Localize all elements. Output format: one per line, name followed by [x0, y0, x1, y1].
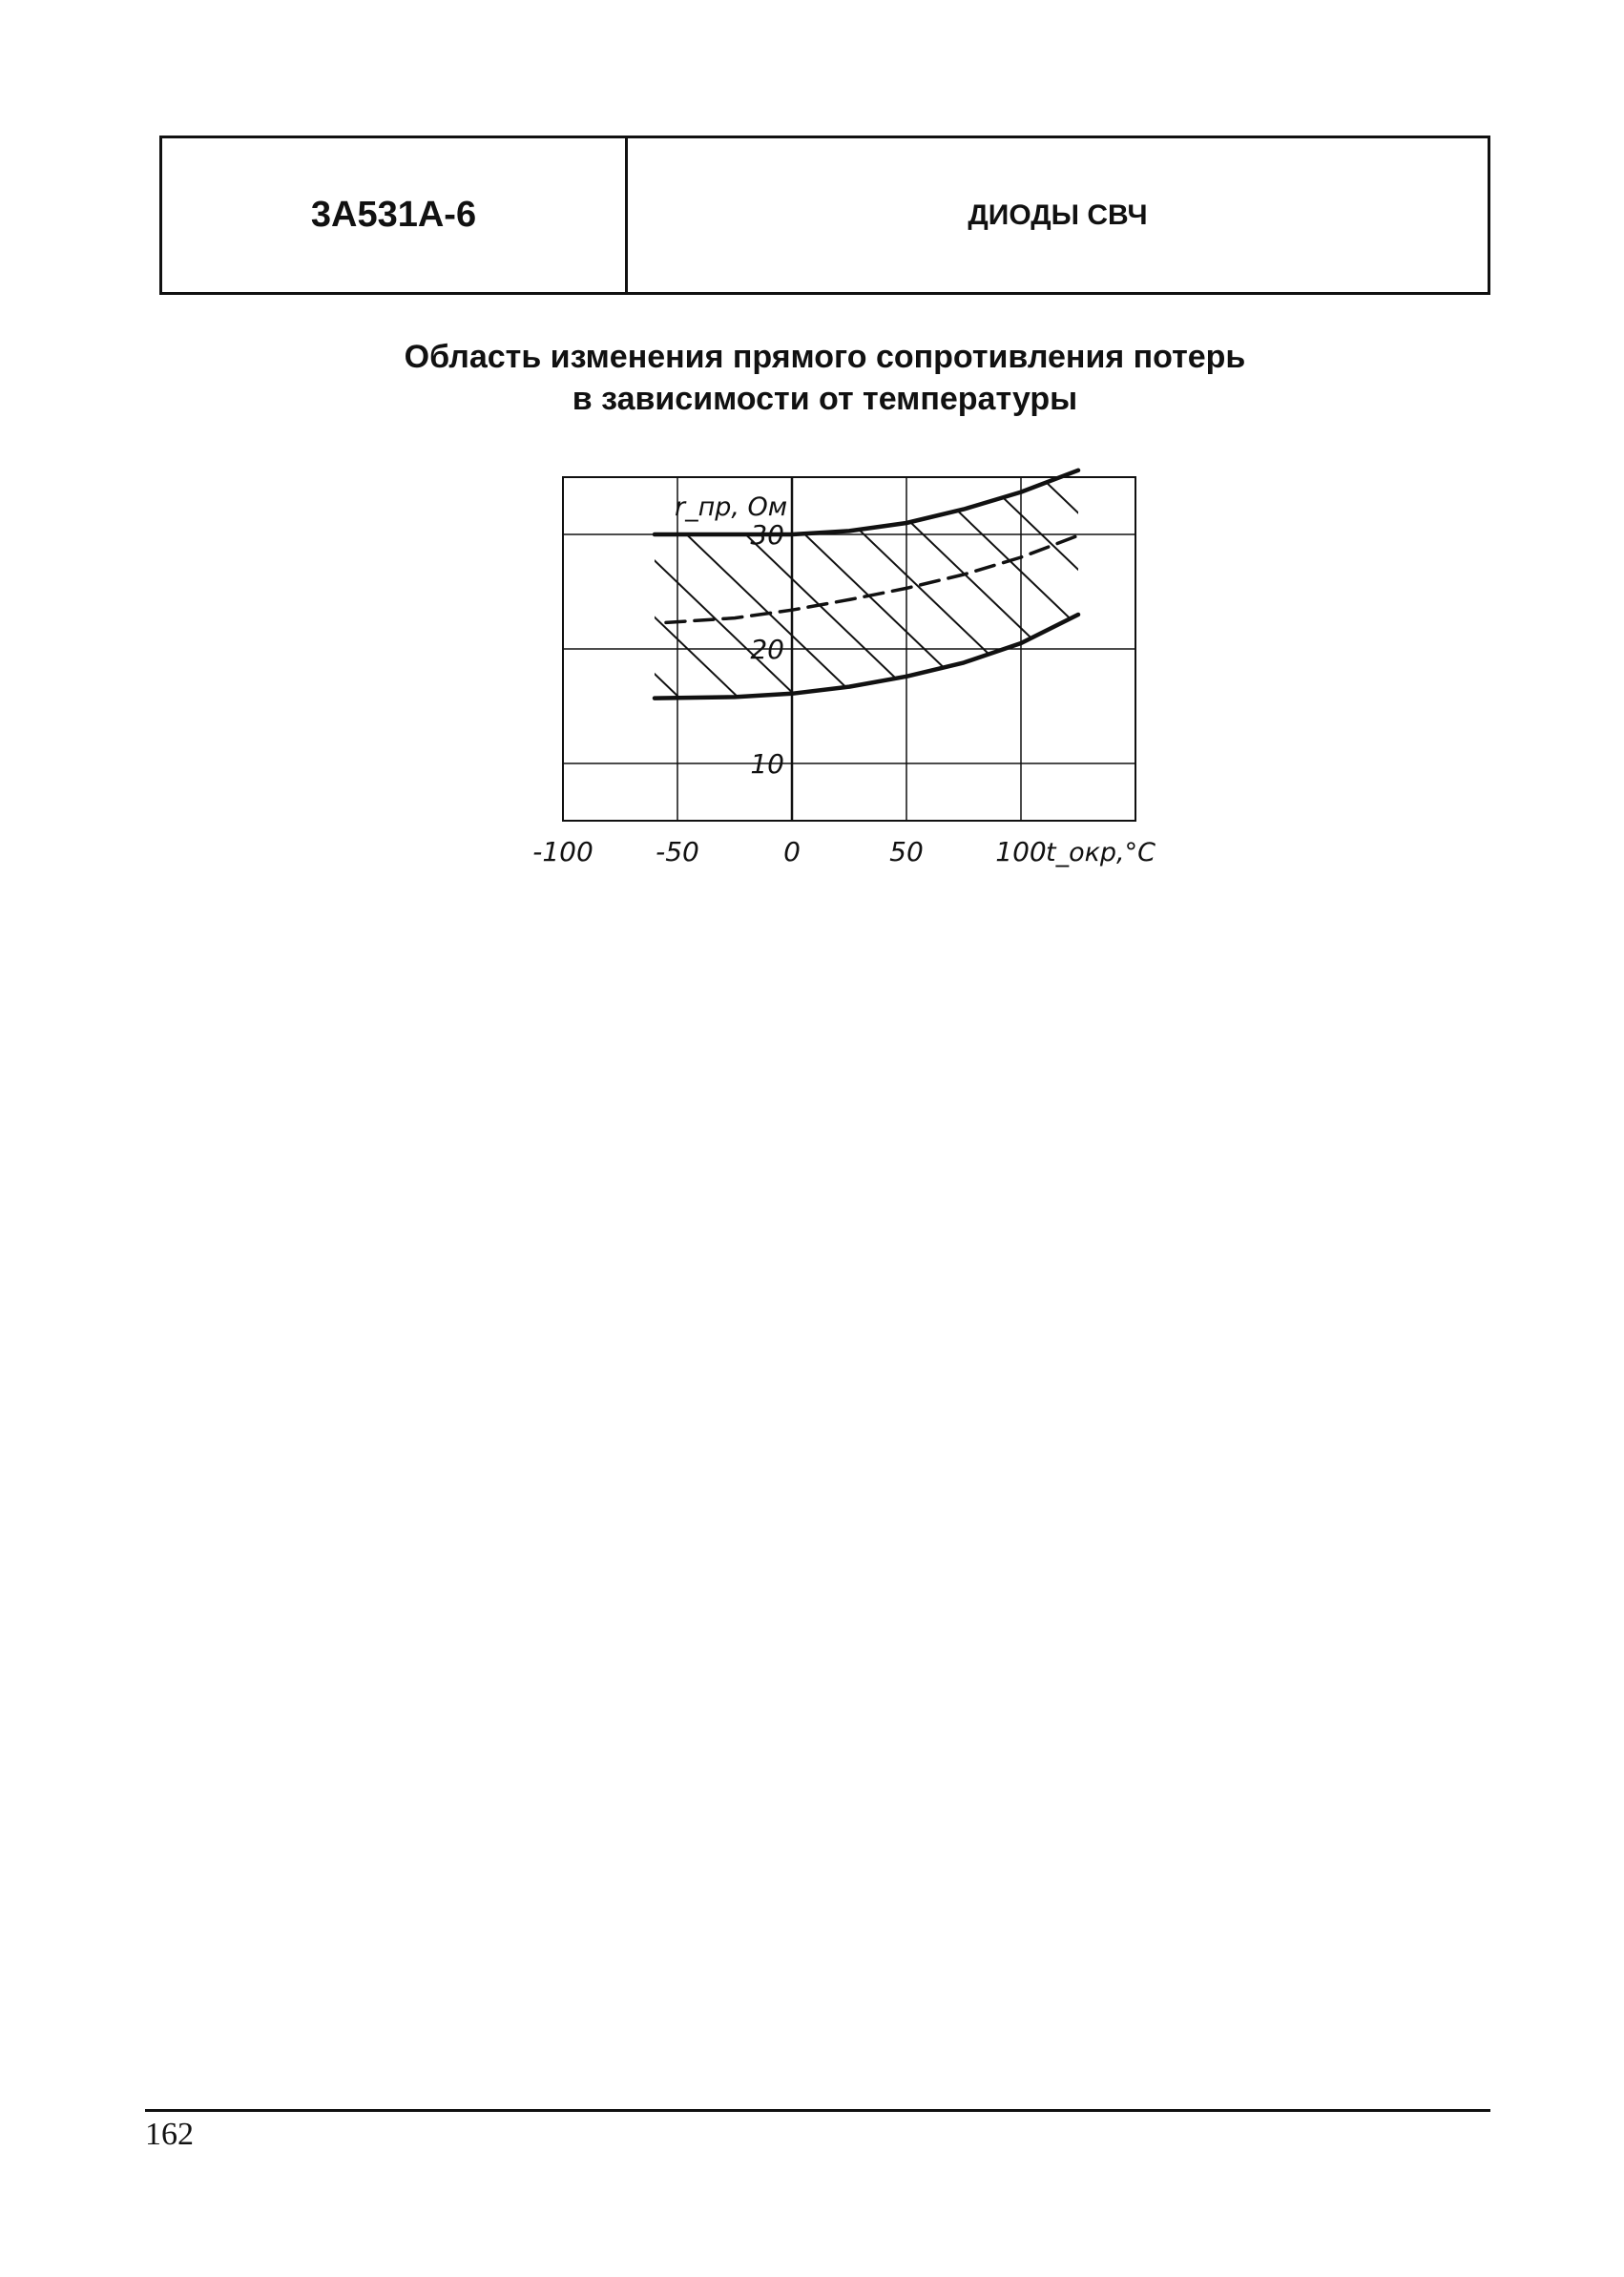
category-title: ДИОДЫ СВЧ	[968, 198, 1148, 231]
hatch-line	[784, 458, 1183, 878]
y-axis-label: r_пр, Ом	[675, 492, 788, 522]
x-tick-label: -50	[656, 836, 699, 867]
axis-labels	[532, 492, 1156, 867]
hatch-line	[515, 458, 651, 878]
hatch-line	[1080, 458, 1183, 878]
part-number: 3А531А-6	[162, 138, 628, 292]
y-tick-label: 30	[750, 519, 784, 551]
resistance-chart	[515, 458, 1183, 878]
page-number: 162	[145, 2117, 194, 2152]
hatch-line	[725, 458, 1183, 878]
hatch-line	[962, 458, 1183, 878]
figure-title	[159, 336, 1490, 420]
hatch-line	[1139, 458, 1183, 878]
y-tick-label: 10	[750, 748, 784, 780]
grid	[563, 477, 1135, 821]
hatch-line	[843, 458, 1183, 878]
header-box	[159, 136, 1490, 295]
figure-title-line2: в зависимости от температуры	[572, 381, 1078, 417]
y-tick-label: 20	[750, 634, 784, 665]
x-tick-label: 100	[995, 836, 1047, 867]
x-tick-label: -100	[532, 836, 593, 867]
x-tick-label: 0	[783, 836, 801, 867]
hatched-region	[515, 458, 1183, 878]
series-line-3	[655, 615, 1078, 699]
figure-title-line1: Область изменения прямого сопротивления потерь	[404, 339, 1246, 375]
hatch-line	[1021, 458, 1183, 878]
hatch-line	[515, 458, 592, 878]
series-line-2	[666, 535, 1078, 622]
footer-rule	[145, 2109, 1490, 2112]
x-tick-label: 50	[889, 836, 924, 867]
chart-svg	[515, 458, 1183, 878]
x-axis-label: t_окр,°C	[1046, 838, 1156, 867]
